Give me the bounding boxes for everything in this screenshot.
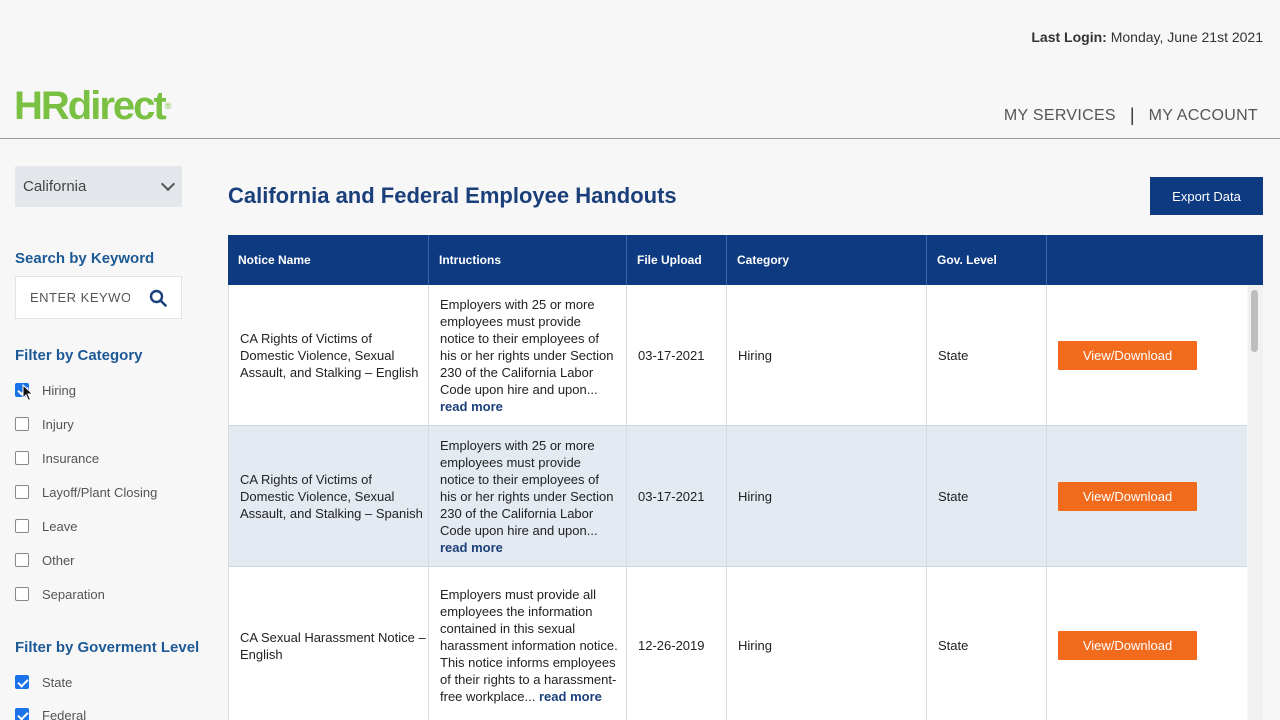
cell-gov-level: State	[927, 426, 1047, 566]
category-label: Injury	[42, 416, 74, 432]
view-download-button[interactable]: View/Download	[1058, 341, 1197, 370]
handouts-table	[228, 235, 1263, 720]
gov-federal[interactable]	[15, 707, 86, 720]
read-more-link[interactable]: read more	[440, 398, 503, 414]
read-more-link[interactable]: read more	[539, 689, 602, 704]
cell-category: Hiring	[727, 426, 927, 566]
checkbox-federal[interactable]	[15, 708, 29, 720]
page-title: California and Federal Employee Handouts	[228, 183, 677, 208]
cell-file-upload: 12-26-2019	[627, 567, 727, 720]
chevron-down-icon	[161, 177, 175, 191]
instructions-text: Employers with 25 or more employees must provide notice to their employees of his or her rights under Section 230 of the California Labor Code upon hire and upon...	[440, 296, 614, 397]
category-label: Insurance	[42, 450, 100, 466]
cell-instructions	[429, 285, 627, 425]
category-injury[interactable]	[15, 416, 74, 432]
col-notice-name[interactable]: Notice Name	[228, 235, 429, 285]
table-row	[228, 285, 1247, 426]
category-label: Leave	[42, 518, 78, 534]
header-divider	[0, 138, 1280, 139]
cell-gov-level: State	[927, 285, 1047, 425]
checkbox-insurance[interactable]	[15, 451, 29, 465]
category-leave[interactable]	[15, 518, 77, 534]
table-row	[228, 426, 1247, 567]
hrdirect-logo[interactable]	[14, 86, 171, 126]
checkbox-injury[interactable]	[15, 417, 29, 431]
logo-registered: ®	[164, 101, 172, 111]
checkbox-layoff[interactable]	[15, 485, 29, 499]
cell-action	[1047, 567, 1247, 720]
cell-action	[1047, 285, 1247, 425]
last-login-label: Last Login:	[1031, 29, 1107, 45]
gov-level-heading: Filter by Goverment Level	[15, 639, 200, 656]
gov-level-label: State	[42, 674, 73, 690]
col-file-upload[interactable]: File Upload	[627, 235, 727, 285]
checkbox-separation[interactable]	[15, 587, 29, 601]
cell-file-upload: 03-17-2021	[627, 285, 727, 425]
category-other[interactable]	[15, 552, 75, 568]
scrollbar-thumb[interactable]	[1251, 290, 1258, 352]
col-category[interactable]: Category	[727, 235, 927, 285]
instructions-text: Employers must provide all employees the information contained in this sexual harassment information notice. This notice informs employees of their rights to a harassment-free workplace...	[440, 587, 618, 704]
my-account-link[interactable]: MY ACCOUNT	[1148, 106, 1258, 124]
instructions-text: Employers with 25 or more employees must provide notice to their employees of his or her rights under Section 230 of the California Labor Code upon hire and upon...	[440, 437, 614, 538]
category-layoff[interactable]	[15, 484, 157, 500]
search-heading: Search by Keyword	[15, 250, 155, 267]
col-actions	[1047, 235, 1263, 285]
last-login	[1031, 29, 1263, 45]
cell-instructions	[429, 426, 627, 566]
category-insurance[interactable]	[15, 450, 99, 466]
cell-notice-name	[228, 567, 429, 720]
col-gov-level[interactable]: Gov. Level	[927, 235, 1047, 285]
cell-gov-level: State	[927, 567, 1047, 720]
category-separation[interactable]	[15, 586, 105, 602]
state-select[interactable]	[15, 166, 182, 207]
last-login-value: Monday, June 21st 2021	[1110, 29, 1263, 45]
table-header	[228, 235, 1263, 285]
table-scrollbar[interactable]	[1248, 285, 1263, 720]
table-body	[228, 285, 1247, 720]
search-input[interactable]	[30, 290, 130, 305]
mouse-cursor-icon	[22, 384, 34, 402]
top-nav	[1004, 105, 1258, 126]
category-heading: Filter by Category	[15, 347, 143, 364]
checkbox-leave[interactable]	[15, 519, 29, 533]
my-services-link[interactable]: MY SERVICES	[1003, 106, 1116, 124]
view-download-button[interactable]: View/Download	[1058, 631, 1197, 660]
logo-text: HRdirect	[14, 84, 165, 128]
nav-separator: |	[1129, 105, 1135, 125]
checkbox-other[interactable]	[15, 553, 29, 567]
cell-category: Hiring	[727, 567, 927, 720]
category-label: Separation	[42, 586, 105, 602]
view-download-button[interactable]: View/Download	[1058, 482, 1197, 511]
cell-notice-name	[228, 426, 429, 566]
cell-file-upload: 03-17-2021	[627, 426, 727, 566]
state-selected-value: California	[23, 178, 87, 195]
cell-instructions	[429, 567, 627, 720]
search-box	[15, 276, 182, 319]
category-label: Other	[42, 552, 75, 568]
gov-level-label: Federal	[42, 707, 87, 720]
checkbox-state[interactable]	[15, 675, 29, 689]
notice-name: CA Rights of Victims of Domestic Violence, Sexual Assault, and Stalking – Spanish	[240, 471, 423, 521]
category-label: Layoff/Plant Closing	[42, 484, 158, 500]
cell-notice-name	[228, 285, 429, 425]
notice-name: CA Sexual Harassment Notice – English	[240, 629, 426, 662]
col-instructions[interactable]: Intructions	[429, 235, 627, 285]
table-row	[228, 567, 1247, 720]
read-more-link[interactable]: read more	[440, 539, 503, 555]
notice-name: CA Rights of Victims of Domestic Violence, Sexual Assault, and Stalking – English	[240, 330, 419, 380]
export-data-button[interactable]: Export Data	[1150, 177, 1263, 215]
search-icon[interactable]	[149, 289, 167, 307]
cell-action	[1047, 426, 1247, 566]
gov-state[interactable]	[15, 674, 72, 690]
cell-category: Hiring	[727, 285, 927, 425]
category-label: Hiring	[42, 382, 76, 398]
